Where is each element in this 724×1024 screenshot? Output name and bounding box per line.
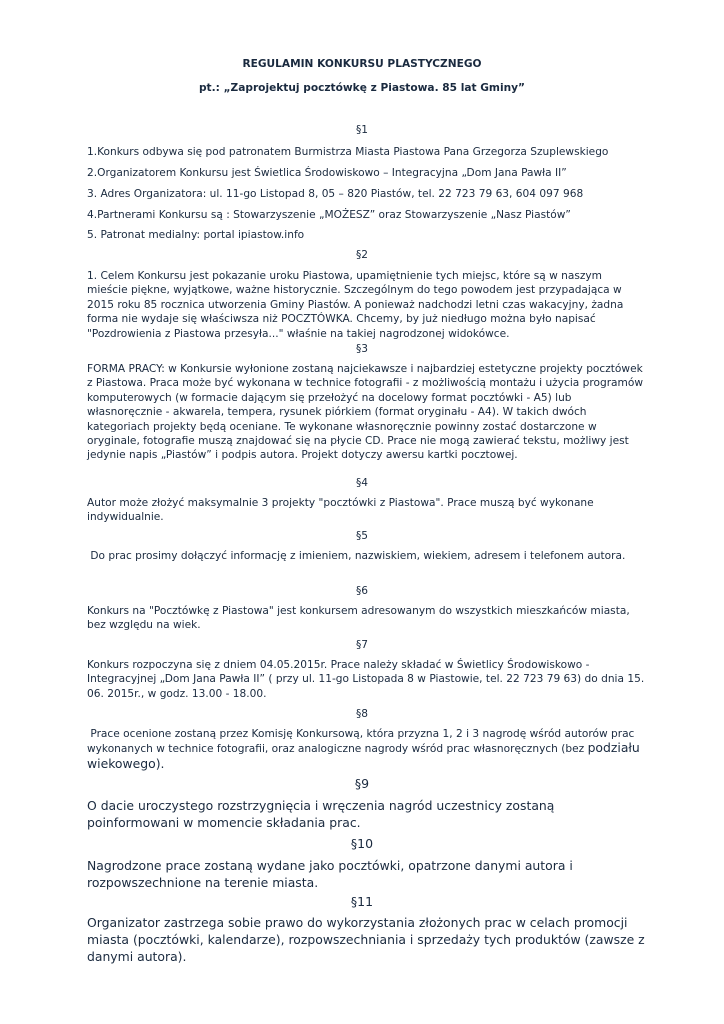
section-9-heading: §9 bbox=[354, 776, 370, 791]
section-8-text bbox=[87, 727, 645, 772]
section-11-heading: §11 bbox=[350, 894, 374, 909]
section-6-heading: §6 bbox=[355, 585, 369, 597]
section-10-text: Nagrodzone prace zostaną wydane jako pocztówki, opatrzone danymi autora i rozpowszechnione na terenie miasta. bbox=[87, 858, 573, 891]
section-5-text: Do prac prosimy dołączyć informację z imieniem, nazwiskiem, wiekiem, adresem i telefonem autora. bbox=[87, 550, 626, 562]
section-1-item-5: 5. Patronat medialny: portal ipiastow.info bbox=[87, 229, 305, 241]
section-6-text: Konkurs na "Pocztówkę z Piastowa" jest konkursem adresowanym do wszystkich mieszkańców miasta, bez względu na wiek. bbox=[87, 605, 630, 632]
section-4-heading: §4 bbox=[355, 477, 369, 489]
section-2-heading: §2 bbox=[355, 249, 369, 261]
section-1-item-2: 2.Organizatorem Konkursu jest Świetlica Środowiskowo – Integracyjna „Dom Jana Pawła II” bbox=[87, 167, 567, 179]
section-1-item-3: 3. Adres Organizatora: ul. 11-go Listopad 8, 05 – 820 Piastów, tel. 22 723 79 63, 604 097 968 bbox=[87, 188, 584, 200]
section-7-heading: §7 bbox=[355, 639, 369, 651]
section-4-text: Autor może złożyć maksymalnie 3 projekty "pocztówki z Piastowa". Prace muszą być wykonane indywidualnie. bbox=[87, 497, 594, 524]
section-8-text-main: Prace ocenione zostaną przez Komisję Konkursową, która przyzna 1, 2 i 3 nagrodę wśród autorów prac wykonanych w technice fotografii, oraz analogiczne nagrody wśród prac własnoręcznych (bez bbox=[87, 728, 638, 756]
section-8-heading: §8 bbox=[355, 708, 369, 720]
section-3-heading: §3 bbox=[355, 343, 369, 355]
section-11-text: Organizator zastrzega sobie prawo do wykorzystania złożonych prac w celach promocji miasta (pocztówki, kalendarze), rozpowszechniania i sprzedaży tych produktów (zawsze z danymi autora). bbox=[87, 915, 645, 965]
section-2-text: 1. Celem Konkursu jest pokazanie uroku Piastowa, upamiętnienie tych miejsc, które są w naszym mieście piękne, wyjątkowe, ważne historycznie. Szczególnym do tego powodem jest przypadająca w 2015 roku 85 rocznica utworzenia Gminy Piastów. A ponieważ nadchodzi letni czas wakacyjny, żadna forma nie wydaje się właściwsza niż POCZTÓWKA. Chcemy, by już niedługo można było napisać "Pozdrowienia z Piastowa przesyła..." właśnie na takiej nagrodzonej widokówce. bbox=[87, 270, 624, 340]
document-title: REGULAMIN KONKURSU PLASTYCZNEGO bbox=[242, 58, 482, 70]
section-1-heading: §1 bbox=[355, 124, 369, 136]
section-5-heading: §5 bbox=[355, 530, 369, 542]
document-subtitle: pt.: „Zaprojektuj pocztówkę z Piastowa. 85 lat Gminy” bbox=[198, 82, 526, 94]
section-3-text: FORMA PRACY: w Konkursie wyłonione zostaną najciekawsze i najbardziej estetyczne projekty pocztówek z Piastowa. Praca może być wykonana w technice fotografii - z możliwością montażu i użycia programów komputerowych (w formacie dającym się przełożyć na docelowy format pocztówki - A5) lub własnoręcznie - akwarela, tempera, rysunek piórkiem (format oryginału - A4). W takich dwóch kategoriach projekty będą oceniane. Te wykonane własnoręcznie powinny zostać dostarczone w oryginale, fotografie muszą znajdować się na płycie CD. Prace nie mogą zawierać tekstu, możliwy jest jedynie napis „Piastów” i podpis autora. Projekt dotyczy awersu kartki pocztowej. bbox=[87, 363, 644, 462]
section-1-item-4: 4.Partnerami Konkursu są : Stowarzyszenie „MOŻESZ” oraz Stowarzyszenie „Nasz Piastów” bbox=[87, 209, 571, 221]
section-1-item-1: 1.Konkurs odbywa się pod patronatem Burmistrza Miasta Piastowa Pana Grzegorza Szuplewskiego bbox=[87, 146, 609, 158]
section-10-heading: §10 bbox=[350, 836, 374, 851]
section-7-text: Konkurs rozpoczyna się z dniem 04.05.2015r. Prace należy składać w Świetlicy Środowiskowo - Integracyjnej „Dom Jana Pawła II” ( przy ul. 11-go Listopada 8 w Piastowie, tel. 22 723 79 63) do dnia 15. 06. 2015r., w godz. 13.00 - 18.00. bbox=[87, 659, 645, 700]
section-9-text: O dacie uroczystego rozstrzygnięcia i wręczenia nagród uczestnicy zostaną poinformowani w momencie składania prac. bbox=[87, 798, 555, 831]
section-8-text-tail: podziału wiekowego). bbox=[87, 740, 644, 771]
